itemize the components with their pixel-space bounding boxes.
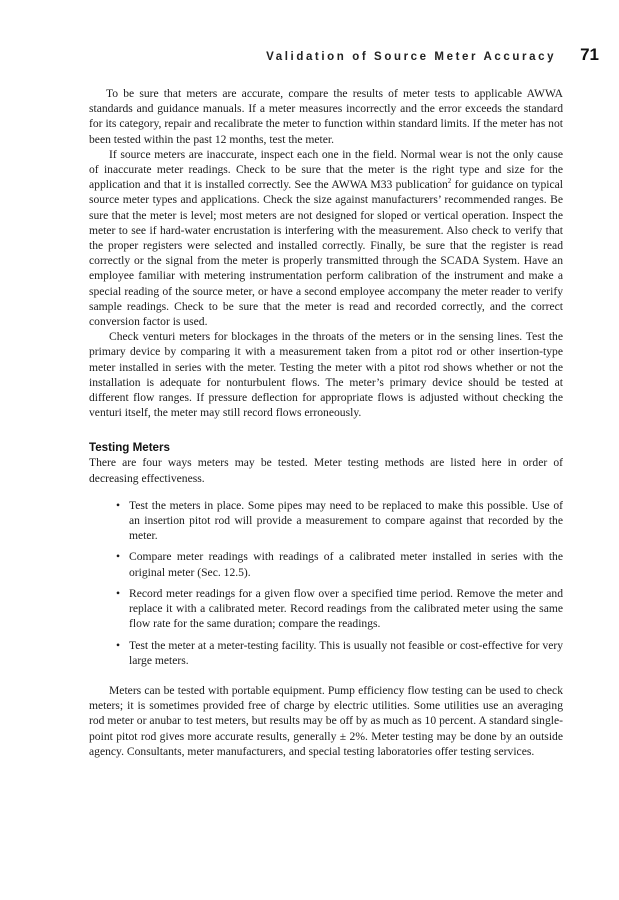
bullet-icon: • [116, 550, 121, 564]
paragraph-field-inspection [89, 147, 563, 329]
page-number: 71 [580, 45, 599, 64]
section-intro: There are four ways meters may be tested. Meter testing methods are listed here in order of decreasing effectiveness. [89, 456, 563, 485]
running-title: Validation of Source Meter Accuracy [266, 51, 557, 63]
section-heading: Testing Meters [89, 441, 170, 455]
list-item-text: Record meter readings for a given flow over a specified time period. Remove the meter and replace it with a calibrated meter. Record readings from the calibrated meter using the same flow rate for the same duration; compare the readings. [129, 586, 563, 631]
list-item-text: Compare meter readings with readings of a calibrated meter installed in series with the original meter (Sec. 12.5). [129, 550, 563, 579]
testing-methods-list [89, 498, 563, 668]
list-item [89, 498, 563, 544]
paragraph-field-inspection-part2: for guidance on typical source meter types and applications. Check the size against manufacturers’ recommended ranges. Be sure that the meter is level; most meters are not designed for sloped or vertical operation. Inspect the meter to see if hard-water encrustation is interfering with the measurement. Also check to verify that the proper registers were selected and installed correctly. Finally, be sure that the register is read correctly or the signal from the meter is properly transmitted through the SCADA System. Have an employee familiar with metering instrumentation perform calibration of the instrument and make a special reading of the source meter, or have a second employee accompany the meter reader to verify sample readings. Check to be sure that the meter is read and recorded correctly, and the correct conversion factor is used. [89, 178, 563, 329]
list-item [89, 549, 563, 579]
paragraph-meter-accuracy: To be sure that meters are accurate, compare the results of meter tests to applicable AWWA standards and guidance manuals. If a meter measures incorrectly and the error exceeds the standard for its category, repair and recalibrate the meter to function within standard limits. If the meter has not been tested within the past 12 months, test the meter. [89, 87, 563, 146]
list-item-text: Test the meter at a meter-testing facility. This is usually not feasible or cost-effective for very large meters. [129, 638, 563, 667]
bullet-icon: • [116, 498, 121, 512]
running-header [266, 45, 599, 65]
paragraph-field-inspection-part1: If source meters are inaccurate, inspect each one in the field. Normal wear is not the only cause of inaccurate meter readings. Check to be sure that the meter is the right type and size for the application and that it is installed correctly. See the AWWA M33 publication [89, 147, 563, 192]
list-item [89, 586, 563, 632]
bullet-icon: • [116, 586, 121, 600]
paragraph-venturi-meters: Check venturi meters for blockages in the throats of the meters or in the sensing lines. Test the primary device by comparing it with a measurement taken from a pitot rod or other insertion-type meter installed in series with the meter. Testing the meter with a pitot rod shows whether or not the installation is adequate for nonturbulent flows. The meter’s primary device should be tested at different flow ranges. If pressure deflection for appropriate flows is adjusted without checking the venturi itself, the meter may still record flows erroneously. [89, 330, 563, 420]
list-item [89, 638, 563, 668]
list-item-text: Test the meters in place. Some pipes may need to be replaced to make this possible. Use of an insertion pitot rod will provide a measurement to compare against that recorded by the meter. [129, 498, 563, 543]
body-text [89, 86, 563, 759]
footnote-reference: 2 [447, 177, 452, 186]
bullet-icon: • [116, 638, 121, 652]
paragraph-portable-equipment: Meters can be tested with portable equipment. Pump efficiency flow testing can be used to check meters; it is sometimes provided free of charge by electric utilities. Some utilities use an averaging rod meter or anubar to test meters, but results may be off by as much as 10 percent. A standard single-point pitot rod gives more accurate results, generally ± 2%. Meter testing may be done by an outside agency. Consultants, meter manufacturers, and special testing laboratories offer testing services. [89, 683, 563, 758]
